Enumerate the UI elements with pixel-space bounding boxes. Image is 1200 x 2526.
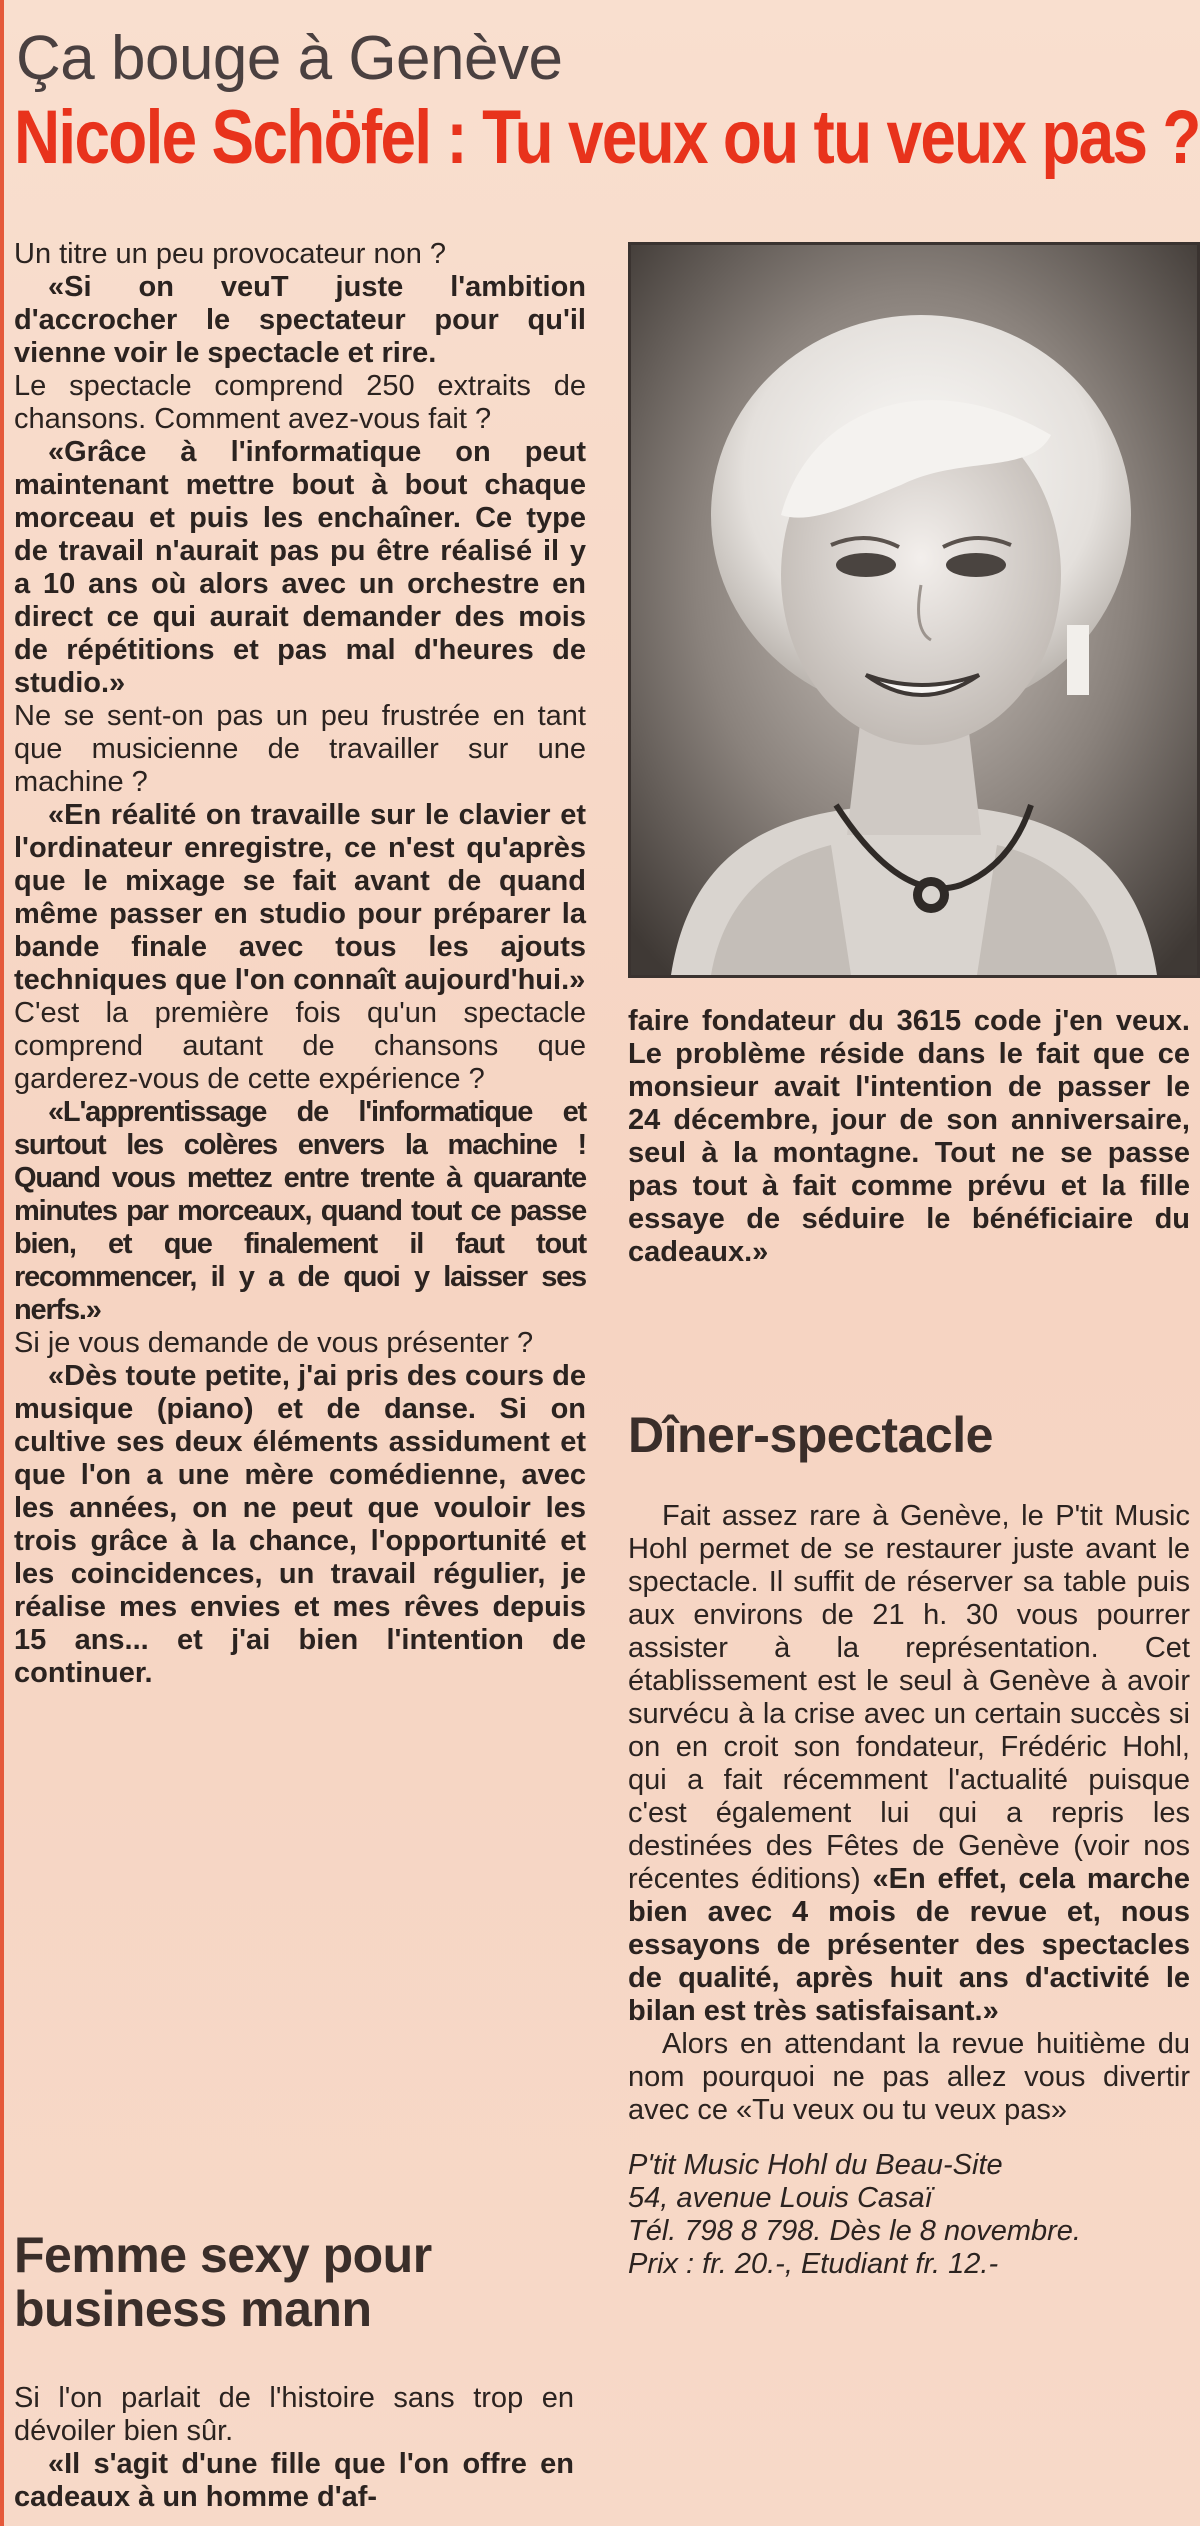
section2-answer-start: «Il s'agit d'une fille que l'on offre en cadeaux à un homme d'af-: [14, 2448, 574, 2513]
right-column-continuation: [628, 1005, 1190, 1269]
left-column: [14, 238, 586, 1690]
section-heading-diner: Dîner-spectacle: [628, 1407, 993, 1463]
portrait-photo: [628, 242, 1200, 978]
question-4: C'est la première fois qu'un spectacle comprend autant de chansons que garderez-vous de cette expérience ?: [14, 997, 586, 1095]
margin-accent-bar: [0, 0, 4, 2526]
answer-5: «Dès toute petite, j'ai pris des cours de musique (piano) et de danse. Si on cultive ses deux éléments assidument et que l'on a une mère comédienne, avec les années, on ne peut que vouloir les trois grâce à la chance, l'opportunité et les coincidences, un travail régulier, je réalise mes envies et mes rêves depuis 15 ans... et j'ai bien l'intention de continuer.: [14, 1360, 586, 1689]
portrait-illustration: [631, 245, 1197, 975]
venue-prices: Prix : fr. 20.-, Etudiant fr. 12.-: [628, 2248, 999, 2280]
kicker-heading: Ça bouge à Genève: [16, 24, 563, 93]
venue-address: 54, avenue Louis Casaï: [628, 2182, 933, 2214]
section-femme-sexy: [14, 2228, 574, 2514]
venue-info: [628, 2149, 1190, 2281]
question-5: Si je vous demande de vous présenter ?: [14, 1327, 534, 1359]
question-3: Ne se sent-on pas un peu frustrée en tant que musicienne de travailler sur une machine ?: [14, 700, 586, 798]
section-heading-femme-sexy: Femme sexy pour business mann: [14, 2227, 432, 2337]
answer-3: «En réalité on travaille sur le clavier et l'ordinateur enregistre, ce n'est qu'après que le mixage se fait avant de quand même passer en studio pour préparer la bande finale avec tous les ajouts techniques que l'on connaît aujourd'hui.»: [14, 799, 586, 996]
diner-paragraph-1-text: Fait assez rare à Genève, le P'tit Music Hohl permet de se restaurer juste avant le spectacle. Il suffit de réserver sa table puis aux environs de 21 h. 30 vous pourrer assister à la représentation. Cet établissement est le seul à Genève à avoir survécu à la crise avec un certain succès si on en croit son fondateur, Frédéric Hohl, qui a fait récemment l'actualité puisque c'est également lui qui a repris les destinées des Fêtes de Genève (voir nos récentes éditions): [628, 1500, 1190, 1895]
venue-name: P'tit Music Hohl du Beau-Site: [628, 2149, 1003, 2181]
diner-paragraph-2: Alors en attendant la revue huitième du nom pourquoi ne pas allez vous divertir avec ce «Tu veux ou tu veux pas»: [628, 2028, 1190, 2126]
question-1: Un titre un peu provocateur non ?: [14, 238, 447, 270]
answer-2: «Grâce à l'informatique on peut maintenant mettre bout à bout chaque morceau et puis les enchaîner. Ce type de travail n'aurait pas pu être réalisé il y a 10 ans où alors avec un orchestre en direct ce qui aurait demander des mois de répétitions et pas mal d'heures de studio.»: [14, 436, 586, 699]
diner-paragraph-1: [628, 1500, 1190, 2028]
section-diner-spectacle: [628, 1408, 1188, 1462]
section2-answer-continued: faire fondateur du 3615 code j'en veux. Le problème réside dans le fait que ce monsieur avait l'intention de passer le 24 décembre, jour de son anniversaire, seul à la montagne. Tout ne se passe pas tout à fait comme prévu et la fille essaye de séduire le bénéficiaire du cadeaux.»: [628, 1005, 1190, 1268]
headline: Nicole Schöfel : Tu veux ou tu veux pas ?: [14, 95, 1200, 180]
section2-question: Si l'on parlait de l'histoire sans trop en dévoiler bien sûr.: [14, 2382, 574, 2447]
diner-body: [628, 1500, 1190, 2281]
diner-quote: «En effet, cela marche bien avec 4 mois de revue et, nous essayons de présenter des spectacles de qualité, après huit ans d'activité le bilan est très satisfaisant.»: [628, 1863, 1190, 2027]
question-2: Le spectacle comprend 250 extraits de chansons. Comment avez-vous fait ?: [14, 370, 586, 435]
answer-4: «L'apprentissage de l'informatique et surtout les colères envers la machine ! Quand vous mettez entre trente à quarante minutes par morceaux, quand tout ce passe bien, et que finalement il faut tout recommencer, il y a de quoi y laisser ses nerfs.»: [14, 1096, 586, 1326]
answer-1: «Si on veuT juste l'ambition d'accrocher le spectateur pour qu'il vienne voir le spectacle et rire.: [14, 271, 586, 369]
venue-phone-date: Tél. 798 8 798. Dès le 8 novembre.: [628, 2215, 1081, 2247]
